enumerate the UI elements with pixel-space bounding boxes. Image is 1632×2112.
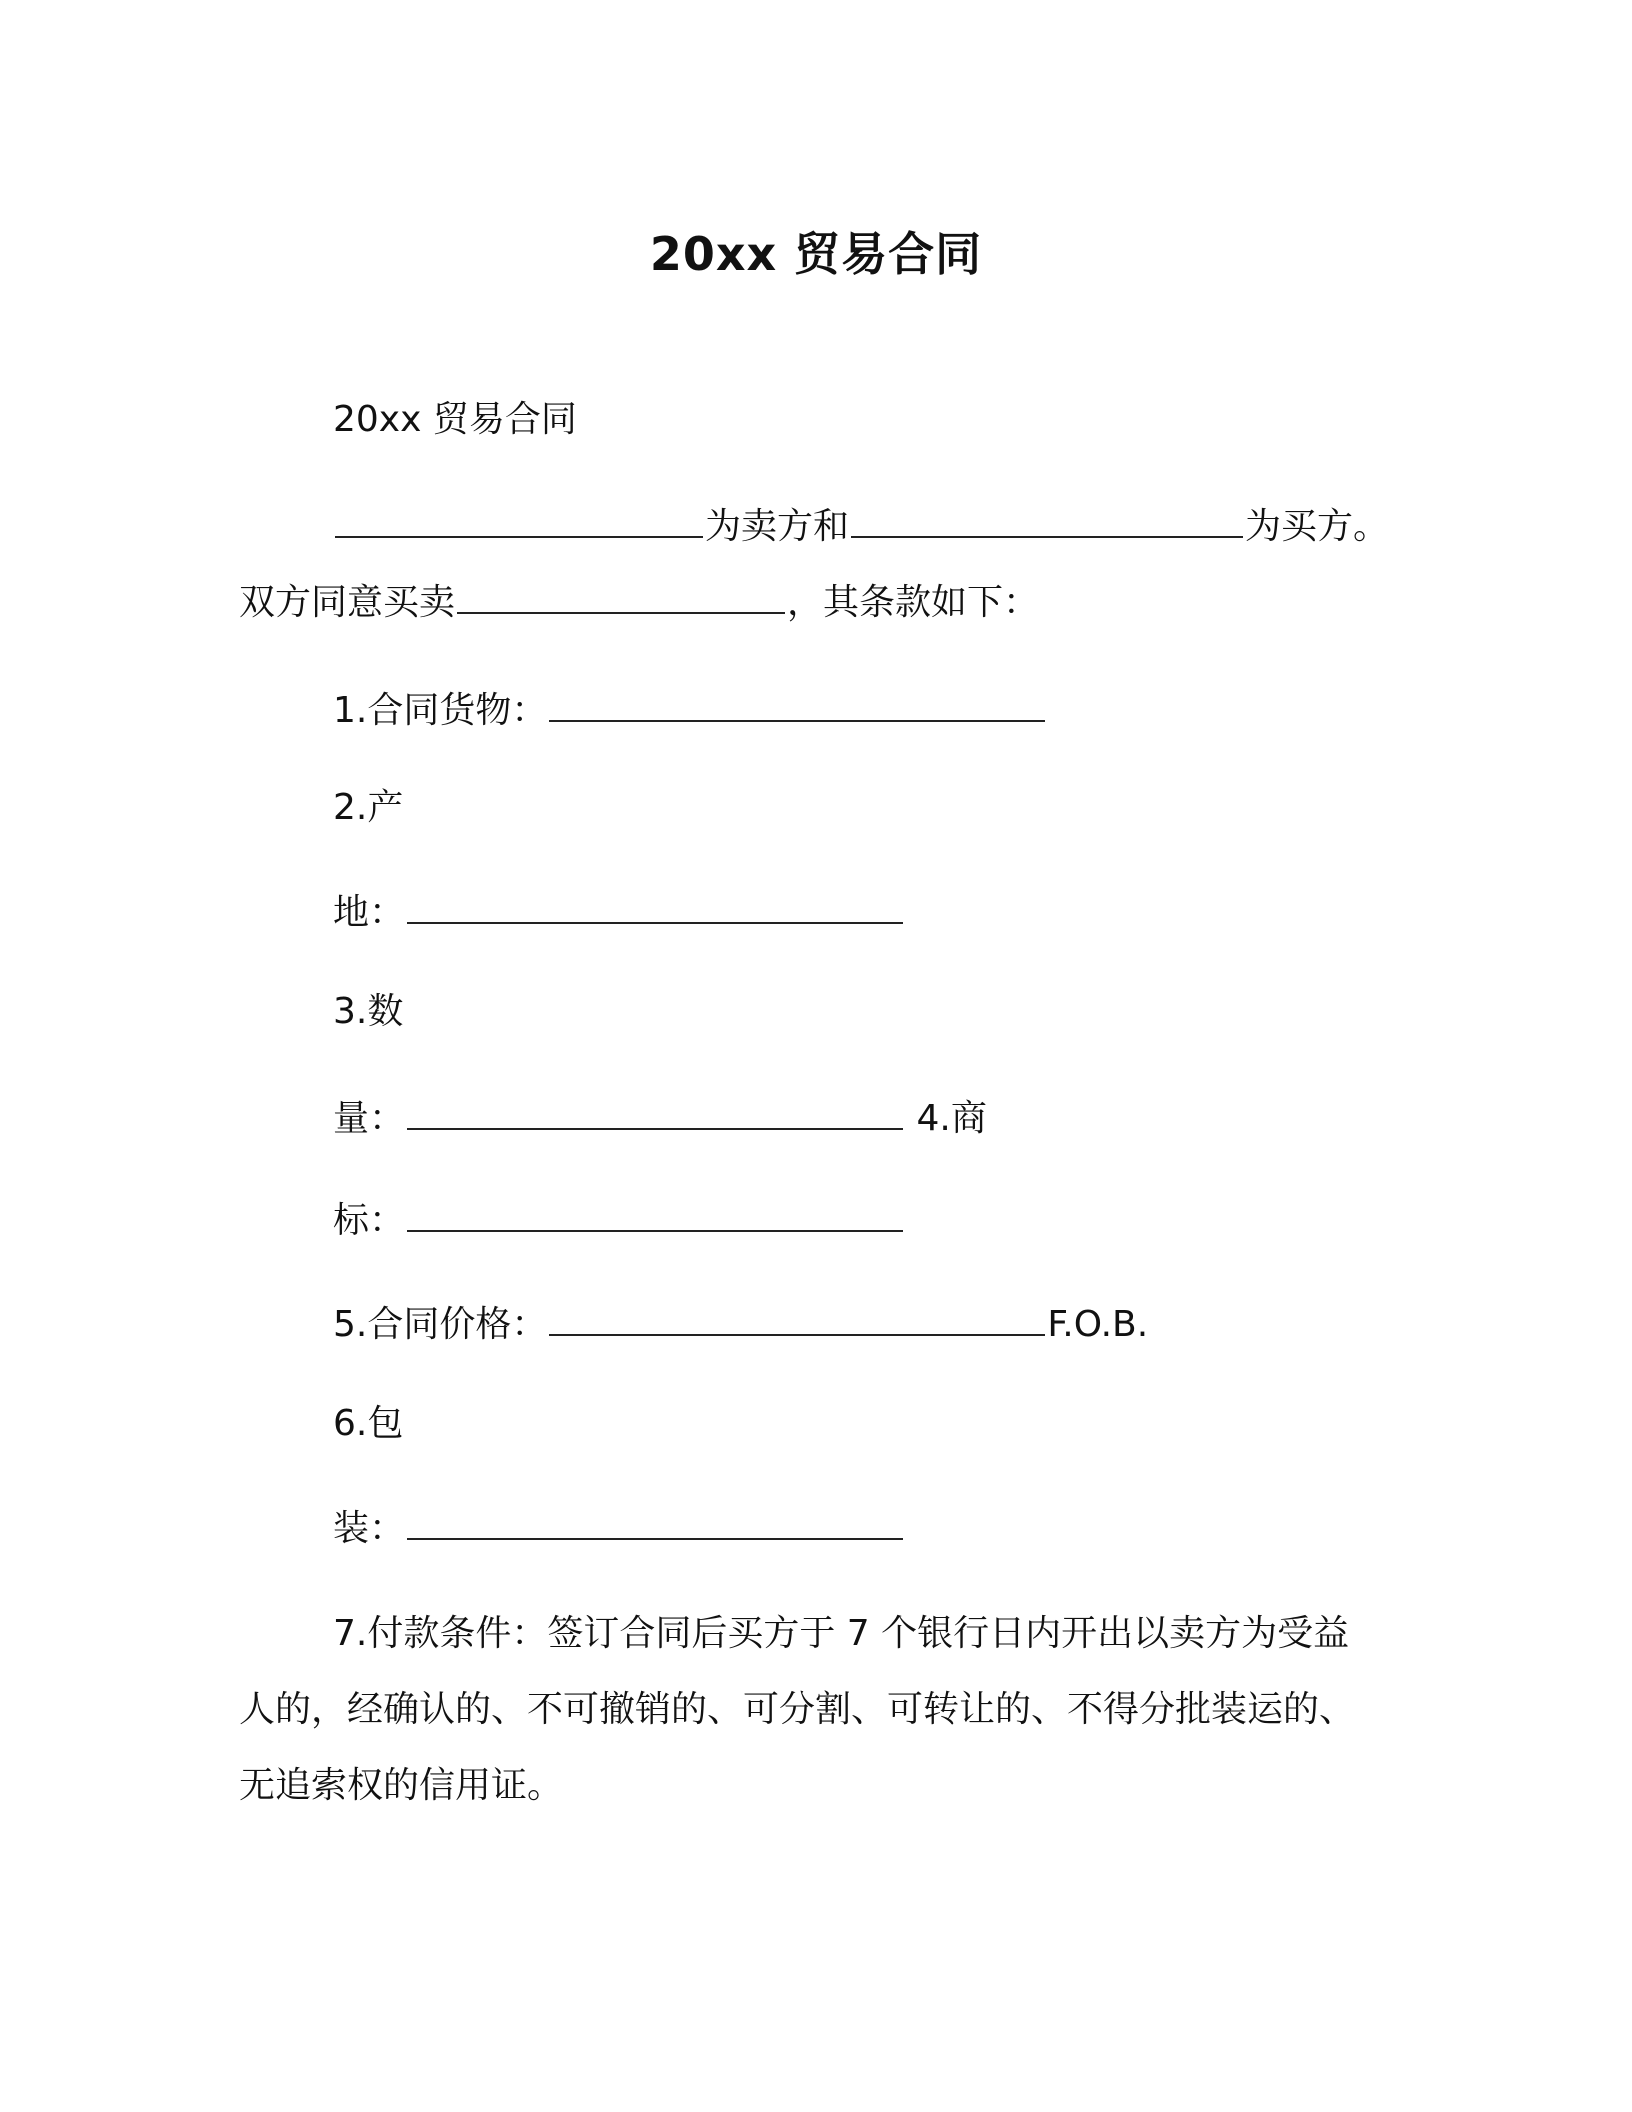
packing-blank[interactable] bbox=[407, 1504, 903, 1540]
clause-3-label-b: 量： bbox=[333, 1098, 406, 1139]
clause-7-line-2: 人的，经确认的、不可撤销的、可分割、可转让的、不得分批装运的、 bbox=[239, 1689, 1356, 1730]
document-title: 20xx 贸易合同 bbox=[649, 227, 983, 281]
clause-6-label-b: 装： bbox=[333, 1508, 406, 1549]
clause-2-label-a: 2.产 bbox=[333, 787, 404, 828]
clause-7-line-3: 无追索权的信用证。 bbox=[239, 1765, 564, 1806]
clause-5-label: 5.合同价格： bbox=[333, 1304, 548, 1345]
clause-3-4 bbox=[333, 1094, 987, 1141]
agree-suffix: ，其条款如下： bbox=[787, 582, 1040, 623]
origin-blank[interactable] bbox=[407, 888, 903, 924]
buyer-blank[interactable] bbox=[851, 502, 1243, 538]
document-subtitle: 20xx 贸易合同 bbox=[333, 399, 577, 440]
price-blank[interactable] bbox=[549, 1300, 1045, 1336]
quantity-blank[interactable] bbox=[407, 1094, 903, 1130]
clause-1 bbox=[333, 686, 1047, 733]
clause-7-line-1: 7.付款条件：签订合同后买方于 7 个银行日内开出以卖方为受益 bbox=[333, 1613, 1350, 1654]
seller-blank[interactable] bbox=[335, 502, 703, 538]
clause-3-label-a: 3.数 bbox=[333, 991, 404, 1032]
agree-prefix: 双方同意买卖 bbox=[239, 582, 456, 623]
clause-2 bbox=[333, 888, 905, 935]
goods-blank[interactable] bbox=[457, 578, 785, 614]
clause-1-label: 1.合同货物： bbox=[333, 690, 548, 731]
contract-goods-blank[interactable] bbox=[549, 686, 1045, 722]
seller-suffix: 为卖方和 bbox=[705, 506, 850, 547]
clause-5-suffix: F.O.B. bbox=[1047, 1304, 1149, 1345]
clause-6 bbox=[333, 1504, 905, 1551]
parties-line bbox=[333, 502, 1389, 549]
clause-4-label-b: 标： bbox=[333, 1200, 406, 1241]
clause-2-label-b: 地： bbox=[333, 892, 406, 933]
clause-5 bbox=[333, 1300, 1148, 1347]
clause-4-label-a: 4.商 bbox=[916, 1098, 987, 1139]
agreement-line bbox=[239, 578, 1039, 625]
buyer-suffix: 为买方。 bbox=[1245, 506, 1390, 547]
trademark-blank[interactable] bbox=[407, 1196, 903, 1232]
clause-4 bbox=[333, 1196, 905, 1243]
clause-6-label-a: 6.包 bbox=[333, 1403, 404, 1444]
